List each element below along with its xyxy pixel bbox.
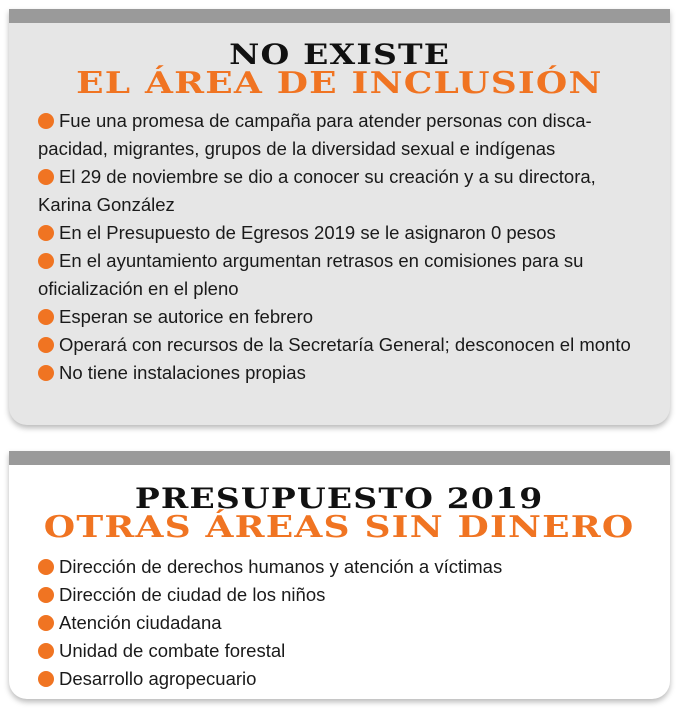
card-header-bar [9, 451, 670, 465]
list-item-text: Desarrollo agropecuario [59, 668, 257, 689]
title-line-2: EL ÁREA DE INCLUSIÓN [76, 66, 603, 101]
list-item [38, 665, 648, 693]
list-item-text: Dirección de derechos humanos y atención a víctimas [59, 556, 503, 577]
bullet-icon [38, 671, 54, 687]
bullet-icon [38, 253, 54, 269]
list-item-text: En el ayuntamiento argumentan retrasos en comisiones para su oficialización en el pleno [38, 250, 584, 299]
list-item-text: Esperan se autorice en febrero [59, 306, 314, 327]
list-item-text: En el Presupuesto de Egresos 2019 se le asignaron 0 pesos [59, 222, 556, 243]
budget-areas-card [9, 451, 670, 699]
list-item [38, 581, 648, 609]
bullet-icon [38, 643, 54, 659]
inclusion-title [9, 38, 670, 101]
list-item [38, 163, 648, 219]
list-item [38, 359, 648, 387]
card-header-bar [9, 9, 670, 23]
list-item [38, 107, 648, 163]
list-item [38, 637, 648, 665]
title-line-1: PRESUPUESTO 2019 [135, 482, 544, 515]
bullet-icon [38, 309, 54, 325]
list-item [38, 609, 648, 637]
inclusion-facts-list [9, 107, 670, 387]
inclusion-area-card [9, 9, 670, 425]
list-item [38, 553, 648, 581]
title-line-2: OTRAS ÁREAS SIN DINERO [44, 510, 635, 545]
unfunded-areas-list [9, 553, 670, 693]
bullet-icon [38, 615, 54, 631]
bullet-icon [38, 337, 54, 353]
bullet-icon [38, 113, 54, 129]
bullet-icon [38, 559, 54, 575]
bullet-icon [38, 169, 54, 185]
list-item-text: Dirección de ciudad de los niños [59, 584, 326, 605]
budget-title [9, 482, 670, 545]
list-item [38, 219, 648, 247]
bullet-icon [38, 587, 54, 603]
list-item-text: Unidad de combate forestal [59, 640, 286, 661]
title-line-1: NO EXISTE [228, 38, 450, 71]
list-item [38, 247, 648, 303]
list-item [38, 303, 648, 331]
list-item-text: Atención ciudadana [59, 612, 222, 633]
list-item-text: El 29 de noviembre se dio a conocer su creación y a su directora, Karina González [38, 166, 596, 215]
list-item-text: Fue una promesa de campaña para atender personas con disca-pacidad, migrantes, grupos de la diversidad sexual e indígenas [38, 110, 592, 159]
list-item [38, 331, 648, 359]
bullet-icon [38, 225, 54, 241]
list-item-text: No tiene instalaciones propias [59, 362, 306, 383]
list-item-text: Operará con recursos de la Secretaría General; desconocen el monto [59, 334, 631, 355]
bullet-icon [38, 365, 54, 381]
